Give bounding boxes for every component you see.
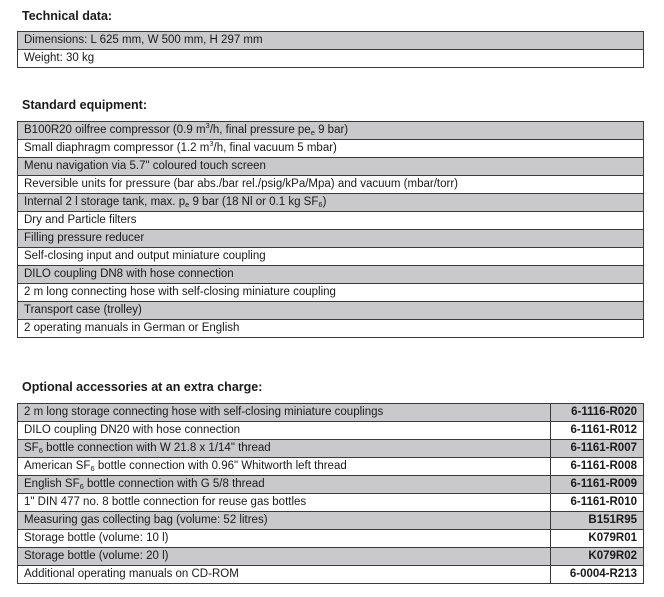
table-row (18, 404, 644, 422)
table-row (18, 230, 644, 248)
item-description: DILO coupling DN20 with hose connection (18, 422, 551, 440)
table-row (18, 248, 644, 266)
item-code: 6-1161-R008 (551, 458, 644, 476)
table-row (18, 284, 644, 302)
table-row (18, 212, 644, 230)
table-row (18, 566, 644, 584)
table-cell: 2 m long connecting hose with self-closing miniature coupling (18, 284, 644, 302)
table-cell: Self-closing input and output miniature coupling (18, 248, 644, 266)
table-cell: B100R20 oilfree compressor (0.9 $m^3/h$, final pressure $pe_e$ 9 bar) (18, 122, 644, 140)
table-row (18, 32, 644, 50)
table-row (18, 158, 644, 176)
table-row (18, 194, 644, 212)
technical-data-title: Technical data: (22, 9, 113, 23)
table-row (18, 458, 644, 476)
table-cell: Internal 2 l storage tank, max. $p_e$ 9 bar (18 Nl or 0.1 kg $SF_6$) (18, 194, 644, 212)
item-description: Storage bottle (volume: 10 l) (18, 530, 551, 548)
item-description: $SF_6$ bottle connection with W 21.8 x 1/14" thread (18, 440, 551, 458)
table-cell: Dry and Particle filters (18, 212, 644, 230)
item-code: 6-1161-R009 (551, 476, 644, 494)
table-row (18, 320, 644, 338)
table-row (18, 302, 644, 320)
table-row (18, 476, 644, 494)
item-code: 6-0004-R213 (551, 566, 644, 584)
table-cell: DILO coupling DN8 with hose connection (18, 266, 644, 284)
item-code: 6-1116-R020 (551, 404, 644, 422)
table-row (18, 140, 644, 158)
table-row (18, 422, 644, 440)
table-row (18, 494, 644, 512)
item-code: 6-1161-R007 (551, 440, 644, 458)
table-cell: Small diaphragm compressor (1.2 $m^3/h$, final vacuum 5 mbar) (18, 140, 644, 158)
item-description: American $SF_6$ bottle connection with 0.96" Whitworth left thread (18, 458, 551, 476)
table-row (18, 122, 644, 140)
item-description: 2 m long storage connecting hose with self-closing miniature couplings (18, 404, 551, 422)
table-row (18, 50, 644, 68)
item-description: Measuring gas collecting bag (volume: 52 litres) (18, 512, 551, 530)
item-description: English $SF_6$ bottle connection with G 5/8 thread (18, 476, 551, 494)
standard-equipment-title: Standard equipment: (22, 98, 148, 112)
table-cell: Menu navigation via 5.7" coloured touch screen (18, 158, 644, 176)
item-description: Additional operating manuals on CD-ROM (18, 566, 551, 584)
table-row (18, 548, 644, 566)
table-cell: 2 operating manuals in German or English (18, 320, 644, 338)
item-description: Storage bottle (volume: 20 l) (18, 548, 551, 566)
table-row (18, 512, 644, 530)
table-row (18, 440, 644, 458)
optional-accessories-table (17, 403, 644, 584)
table-cell: Reversible units for pressure (bar abs./bar rel./psig/kPa/Mpa) and vacuum (mbar/torr) (18, 176, 644, 194)
item-code: B151R95 (551, 512, 644, 530)
item-description: 1" DIN 477 no. 8 bottle connection for reuse gas bottles (18, 494, 551, 512)
table-row (18, 266, 644, 284)
item-code: K079R02 (551, 548, 644, 566)
table-row (18, 176, 644, 194)
standard-equipment-table (17, 121, 644, 338)
item-code: K079R01 (551, 530, 644, 548)
table-row (18, 530, 644, 548)
technical-data-table (17, 31, 644, 68)
table-cell: Weight: 30 kg (18, 50, 644, 68)
item-code: 6-1161-R012 (551, 422, 644, 440)
table-cell: Dimensions: L 625 mm, W 500 mm, H 297 mm (18, 32, 644, 50)
table-cell: Filling pressure reducer (18, 230, 644, 248)
table-cell: Transport case (trolley) (18, 302, 644, 320)
optional-accessories-title: Optional accessories at an extra charge: (22, 380, 263, 394)
item-code: 6-1161-R010 (551, 494, 644, 512)
